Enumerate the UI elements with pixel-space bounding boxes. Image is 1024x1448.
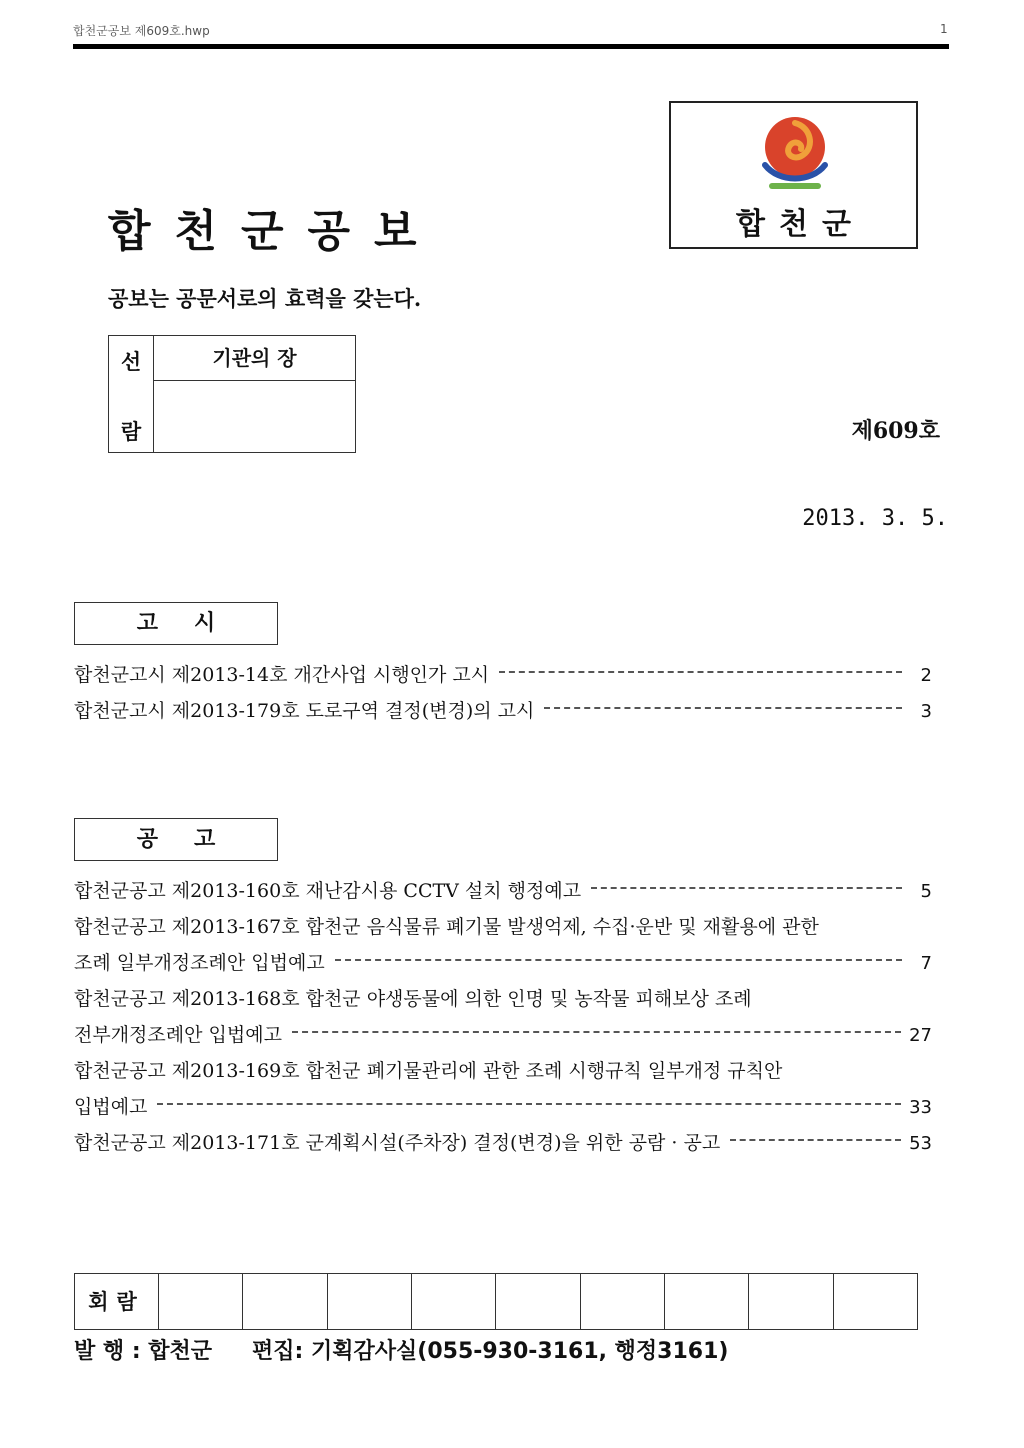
header-rule — [73, 44, 949, 49]
approval-label-column — [109, 336, 154, 452]
gazette-title: 합천군공보 — [108, 206, 441, 257]
toc-entry-text: 전부개정조례안 입법예고 — [74, 1024, 282, 1046]
toc-entry[interactable] — [74, 873, 932, 909]
approval-table — [108, 335, 356, 453]
section-title-announcements: 공고 — [74, 818, 278, 861]
toc-entry-text: 조례 일부개정조례안 입법예고 — [74, 952, 325, 974]
toc-page-number: 2 — [920, 665, 932, 686]
toc-page-number: 7 — [920, 953, 932, 974]
toc-entry-line — [74, 657, 932, 693]
circulation-table — [74, 1273, 918, 1330]
circulation-cell — [665, 1274, 749, 1329]
toc-entry-text: 합천군공고 제2013-169호 합천군 폐기물관리에 관한 조례 시행규칙 일부개정 규칙안 — [74, 1060, 783, 1082]
circulation-cell — [834, 1274, 917, 1329]
toc-entry-text: 합천군공고 제2013-167호 합천군 음식물류 폐기물 발생억제, 수집·운반 및 재활용에 관한 — [74, 916, 819, 938]
footer — [74, 1334, 728, 1365]
toc-notices — [74, 657, 932, 729]
toc-entry-line — [74, 981, 932, 1017]
toc-entry[interactable] — [74, 1125, 932, 1161]
toc-entry-text: 합천군고시 제2013-179호 도로구역 결정(변경)의 고시 — [74, 700, 535, 722]
approval-label-top: 선 — [120, 349, 142, 374]
toc-entry[interactable] — [74, 693, 932, 729]
circulation-cell — [496, 1274, 580, 1329]
header-page-number: 1 — [940, 22, 948, 36]
toc-page-number: 3 — [920, 701, 932, 722]
toc-leader-dots — [292, 1031, 901, 1033]
toc-announcements — [74, 873, 932, 1161]
toc-page-number: 27 — [909, 1025, 932, 1046]
toc-entry-line — [74, 693, 932, 729]
toc-entry[interactable] — [74, 657, 932, 693]
emblem-ground — [769, 183, 821, 189]
toc-entry-text: 합천군공고 제2013-160호 재난감시용 CCTV 설치 행정예고 — [74, 880, 582, 902]
circulation-cell — [749, 1274, 833, 1329]
toc-entry-text: 합천군공고 제2013-171호 군계획시설(주차장) 결정(변경)을 위한 공람 · 공고 — [74, 1132, 721, 1154]
toc-leader-dots — [499, 671, 902, 673]
toc-page-number: 33 — [909, 1097, 932, 1118]
toc-entry-line — [74, 1125, 932, 1161]
county-logo — [669, 101, 918, 249]
toc-entry[interactable] — [74, 1053, 932, 1125]
toc-leader-dots — [544, 707, 902, 709]
circulation-label: 회람 — [75, 1274, 159, 1329]
logo-county-name: 합천군 — [736, 207, 865, 242]
circulation-cell — [412, 1274, 496, 1329]
toc-entry-line — [74, 1017, 932, 1053]
toc-entry[interactable] — [74, 909, 932, 981]
toc-entry-text: 입법예고 — [74, 1096, 148, 1118]
toc-leader-dots — [730, 1139, 901, 1141]
section-title-notices: 고시 — [74, 602, 278, 645]
issue-number: 제609호 — [851, 418, 940, 444]
toc-entry-line — [74, 909, 932, 945]
toc-page-number: 5 — [920, 881, 932, 902]
toc-entry-text: 합천군공고 제2013-168호 합천군 야생동물에 의한 인명 및 농작물 피해보상 조례 — [74, 988, 752, 1010]
toc-entry-line — [74, 1053, 932, 1089]
circulation-cell — [243, 1274, 327, 1329]
issue-date: 2013. 3. 5. — [802, 506, 948, 531]
gazette-subtitle: 공보는 공문서로의 효력을 갖는다. — [108, 286, 422, 311]
approval-header: 기관의 장 — [154, 336, 355, 381]
circulation-cell — [328, 1274, 412, 1329]
approval-label-bottom: 람 — [120, 419, 142, 444]
toc-leader-dots — [157, 1103, 901, 1105]
toc-entry-line — [74, 1089, 932, 1125]
header-filename: 합천군공보 제609호.hwp — [73, 24, 210, 38]
toc-entry[interactable] — [74, 981, 932, 1053]
footer-publisher: 발 행 : 합천군 — [74, 1339, 213, 1364]
toc-entry-line — [74, 873, 932, 909]
footer-editor: 편집: 기획감사실(055-930-3161, 행정3161) — [252, 1339, 729, 1364]
circulation-cell — [159, 1274, 243, 1329]
toc-entry-line — [74, 945, 932, 981]
toc-leader-dots — [591, 887, 902, 889]
toc-leader-dots — [335, 959, 902, 961]
county-emblem-icon — [759, 113, 831, 205]
toc-entry-text: 합천군고시 제2013-14호 개간사업 시행인가 고시 — [74, 664, 490, 686]
circulation-cell — [581, 1274, 665, 1329]
toc-page-number: 53 — [909, 1133, 932, 1154]
